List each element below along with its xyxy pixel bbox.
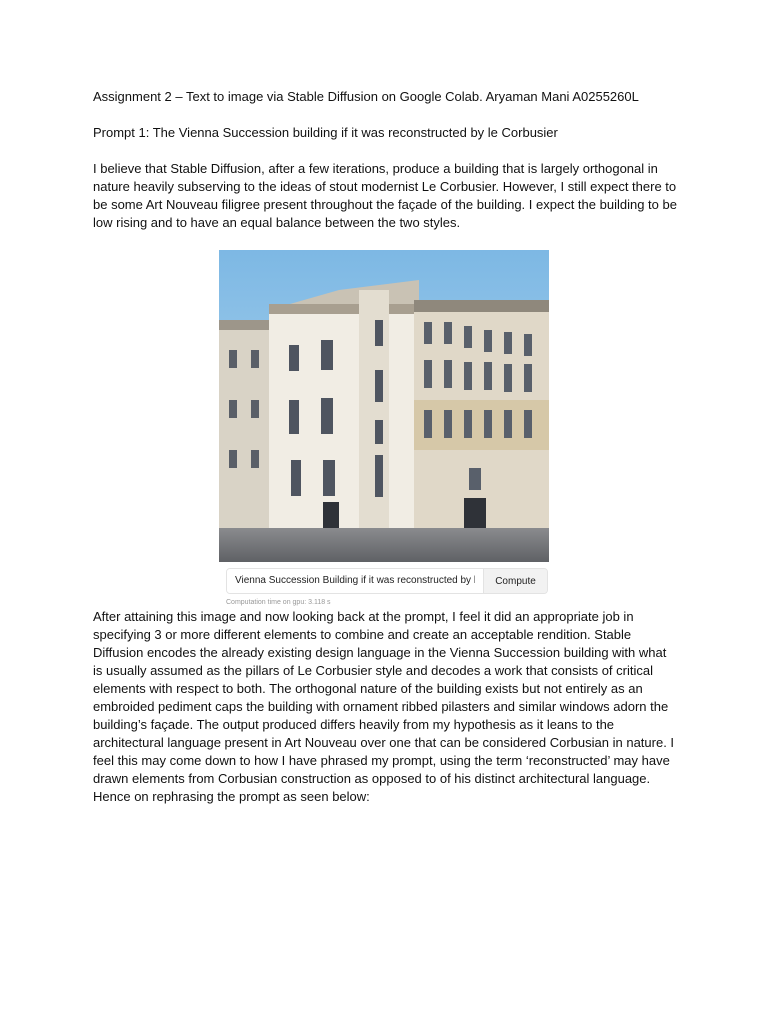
- computation-time-caption: Computation time on gpu: 3.118 s: [226, 599, 331, 606]
- prompt-input-row: [226, 568, 548, 594]
- reflection-paragraph: After attaining this image and now looking back at the prompt, I feel it did an appropriate job in specifying 3 or more different elements to combine and create an acceptable rendition. Stable Diffusion encodes the already existing design language in the Vienna Succession building with what is usually assumed as the pillars of Le Corbusier style and decodes a work that consists of critical elements with respect to both. The orthogonal nature of the building exists but not entirely as an embroided pediment caps the building with ornament ribbed pilasters and similar windows adorn the building’s façade. The output produced differs heavily from my hypothesis as it leans to the architectural language present in Art Nouveau over one that can be considered Corbusian in nature. I feel this may come down to how I have phrased my prompt, using the term ‘reconstructed’ may have drawn elements from Corbusian construction as opposed to of his distinct architectural language. Hence on rephrasing the prompt as seen below:: [93, 609, 675, 804]
- compute-button[interactable]: Compute: [483, 569, 547, 593]
- generated-building-image: [219, 250, 549, 562]
- document-heading: Assignment 2 – Text to image via Stable Diffusion on Google Colab. Aryaman Mani A0255260L: [93, 89, 639, 104]
- prompt-input[interactable]: [227, 569, 483, 593]
- hypothesis-paragraph: I believe that Stable Diffusion, after a few iterations, produce a building that is largely orthogonal in nature heavily subserving to the ideas of stout modernist Le Corbusier. However, I still expect there to be some Art Nouveau filigree present throughout the façade of the building. I expect the building to be low rising and to have an equal balance between the two styles.: [93, 161, 677, 230]
- prompt-line: Prompt 1: The Vienna Succession building if it was reconstructed by le Corbusier: [93, 125, 558, 140]
- generated-image-figure: [219, 250, 549, 608]
- document-page: [93, 88, 678, 824]
